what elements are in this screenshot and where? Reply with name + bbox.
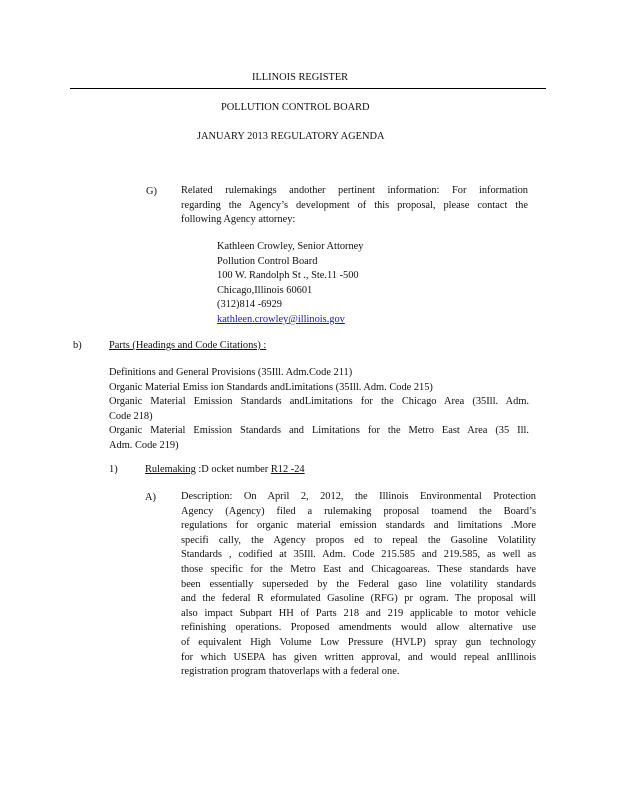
contact-address: 100 W. Randolph St ., Ste.11 -500 — [217, 270, 359, 282]
rulemaking-marker: 1) — [109, 464, 118, 475]
description-marker: A) — [145, 492, 156, 503]
citation-line: Adm. Code 219) — [109, 439, 179, 451]
description-line: also impact Subpart HH of Parts 218 and 219 applicable to motor vehicle — [181, 607, 536, 619]
rulemaking-label: Rulemaking — [145, 464, 196, 475]
board-title: POLLUTION CONTROL BOARD — [221, 102, 370, 113]
section-g-line: Related rulemakings andother pertinent information: For information — [181, 185, 528, 196]
contact-city: Chicago,Illinois 60601 — [217, 284, 313, 296]
contact-phone: (312)814 -6929 — [217, 299, 282, 311]
citations-block — [109, 366, 529, 454]
docket-text: :D ocket number — [195, 464, 271, 475]
section-b-marker: b) — [73, 340, 82, 351]
rulemaking-line — [145, 464, 305, 475]
contact-email-line — [217, 313, 537, 328]
description-line: for which USEPA has given written approval, and would repeal anIllinois — [181, 651, 536, 663]
contact-block — [217, 240, 537, 328]
description-line: Description: On April 2, 2012, the Illinois Environmental Protection — [181, 491, 536, 502]
description-line: those specific for the Metro East and Chicagoareas. These standards have — [181, 563, 536, 575]
description-line: registration program thatoverlaps with a federal one. — [181, 666, 400, 678]
citation-line: Code 218) — [109, 410, 153, 422]
citation-line: Definitions and General Provisions (35Ill. Adm.Code 211) — [109, 367, 353, 378]
header-rule — [70, 88, 546, 89]
description-line: refinishing operations. Proposed amendments would allow alternative use — [181, 622, 536, 634]
citation-line: Organic Material Emiss ion Standards andLimitations (35Ill. Adm. Code 215) — [109, 381, 433, 393]
docket-number: R12 -24 — [270, 464, 305, 475]
description-line: Standards , codified at 35Ill. Adm. Code 215.585 and 219.585, as well as — [181, 549, 536, 561]
description-line: and the federal R eformulated Gasoline (RFG) pr ogram. The proposal will — [181, 593, 536, 605]
description-line: of equivalent High Volume Low Pressure (HVLP) spray gun technology — [181, 636, 536, 648]
section-g-paragraph — [181, 184, 528, 228]
description-line: Agency (Agency) filed a rulemaking proposal toamend the Board’s — [181, 505, 536, 517]
agenda-title: JANUARY 2013 REGULATORY AGENDA — [197, 131, 385, 142]
section-g-line: following Agency attorney: — [181, 214, 296, 226]
contact-name: Kathleen Crowley, Senior Attorney — [217, 241, 364, 252]
register-title: ILLINOIS REGISTER — [252, 72, 349, 83]
citation-line: Organic Material Emission Standards and Limitations for the Metro East Area (35 Ill. — [109, 425, 529, 437]
section-g-line: regarding the Agency’s development of this proposal, please contact the — [181, 199, 528, 211]
description-line: specifi cally, the Agency propos ed to repeal the Gasoline Volatility — [181, 534, 536, 546]
section-b-title: Parts (Headings and Code Citations) : — [109, 340, 267, 351]
description-line: been essentially superseded by the Federal gaso line volatility standards — [181, 578, 536, 590]
contact-org: Pollution Control Board — [217, 255, 318, 267]
contact-email-link[interactable]: kathleen.crowley@illinois.gov — [217, 313, 345, 325]
section-g-marker: G) — [146, 186, 157, 197]
description-paragraph — [181, 490, 536, 680]
citation-line: Organic Material Emission Standards andLimitations for the Chicago Area (35Ill. Adm. — [109, 396, 529, 408]
description-line: regulations for organic material emission standards and limitations .More — [181, 520, 536, 532]
